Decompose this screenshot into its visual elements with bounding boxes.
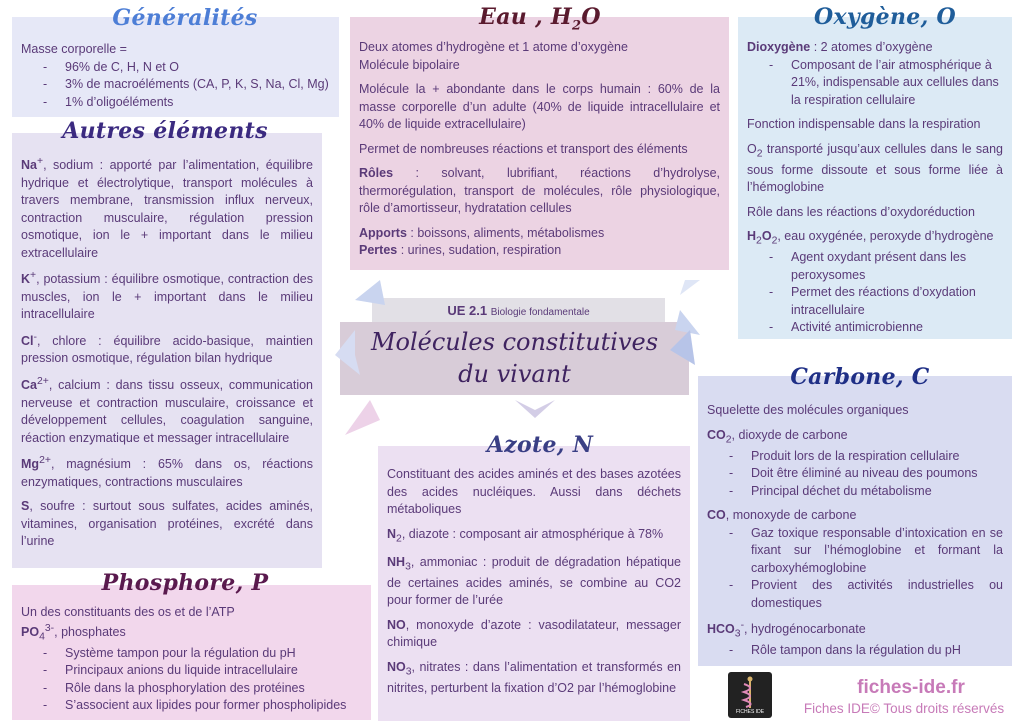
list-item: - S’associent aux lipides pour former phospholipides (21, 697, 362, 715)
no3-entry (387, 659, 681, 698)
list-item: - Produit lors de la respiration cellulaire (707, 448, 1003, 466)
arrow-up-left-icon (355, 280, 385, 305)
element-symbol: CO (707, 508, 726, 523)
phosphore-panel (12, 585, 371, 720)
label: Pertes (359, 243, 398, 257)
eau-apports (359, 225, 720, 243)
soufre-entry (21, 498, 313, 551)
h2o2-list (747, 249, 1003, 337)
element-charge: + (30, 270, 37, 282)
generalites-title: Généralités (112, 5, 258, 31)
element-text: , monoxyde de carbone (725, 508, 857, 523)
list-item: - Gaz toxique responsable d’intoxication en se fixant sur l’hémoglobine et formant la carboxyhémoglobine (707, 525, 1003, 578)
list-item: - Doit être éliminé au niveau des poumons (707, 465, 1003, 483)
element-symbol: H (747, 229, 757, 244)
generalites-list (21, 59, 330, 112)
magnesium-entry (21, 454, 313, 491)
oxygene-panel (738, 17, 1012, 339)
co-entry (707, 507, 1003, 525)
list-item: - Système tampon pour la régulation du pH (21, 645, 362, 663)
azote-panel (378, 446, 690, 721)
element-text: , monoxyde d’azote : vasodilatateur, messager chimique (387, 617, 681, 650)
list-item: - Principal déchet du métabolisme (707, 483, 1003, 501)
sodium-entry (21, 155, 313, 262)
arrow-up-right-icon (680, 280, 700, 295)
element-index: 2 (771, 235, 778, 247)
element-index: 4 (39, 631, 45, 643)
list-item: - Permet des réactions d’oxydation intracellulaire (747, 284, 1003, 319)
eau-pertes (359, 242, 720, 260)
element-text: , diazote : composant air atmosphérique à 78% (401, 526, 664, 541)
course-subject: Biologie fondamentale (490, 307, 590, 318)
h2o2-entry (747, 228, 1003, 249)
element-symbol: S (21, 499, 30, 514)
element-text: , phosphates (54, 624, 126, 639)
element-index: 2 (396, 533, 402, 544)
eau-roles (359, 165, 720, 218)
label: Rôles (359, 166, 394, 180)
eau-p3: Permet de nombreuses réactions et transport des éléments (359, 141, 688, 156)
element-symbol: O (747, 141, 757, 156)
element-text: , chlore : équilibre acido-basique, maintien pression osmotique, régulation bilan hydrique (21, 333, 313, 366)
text: : urines, sudation, respiration (397, 243, 562, 257)
azote-intro: Constituant des acides aminés et des bases azotées des acides nucléiques. Aussi dans déchets métaboliques (387, 467, 681, 516)
logo-caption: FICHES IDE (735, 709, 765, 715)
eau-title: Eau , $H_2O$ (479, 4, 601, 34)
brand-logo[interactable] (728, 672, 772, 718)
element-charge: 3- (44, 622, 55, 634)
phosphore-title: Phosphore, P (101, 570, 269, 596)
element-symbol: O (761, 229, 772, 244)
co2-entry (707, 427, 1003, 448)
element-text: transporté jusqu’aux cellules dans le sang sous forme dissoute et sous forme liée à l’hémoglobine (747, 141, 1003, 195)
azote-title: Azote, N (486, 432, 594, 458)
element-symbol: Na (21, 158, 37, 173)
eau-p2: Molécule la + abondante dans le corps humain : 60% de la masse corporelle d’un adulte (40% de liquide intracellulaire et 40% de liquide extracellulaire) (359, 82, 720, 131)
list-item: - Provient des activités industrielles ou domestiques (707, 577, 1003, 612)
element-symbol: NO (387, 617, 406, 632)
co-list (707, 525, 1003, 613)
list-item: - Activité antimicrobienne (747, 319, 1003, 337)
element-text: , potassium : équilibre osmotique, contraction des muscles, ion le + important dans le milieu intracellulaire (21, 272, 313, 322)
carbone-title: Carbone, C (790, 364, 930, 390)
list-item: - Rôle dans la phosphorylation des protéines (21, 680, 362, 698)
element-index: 3 (405, 561, 411, 573)
element-text: , soufre : surtout sous sulfates, acides aminés, vitamines, organisation protéines, excrété dans l’urine (21, 499, 313, 549)
no-entry (387, 617, 681, 652)
element-symbol: K (21, 272, 31, 287)
element-index: 2 (756, 148, 763, 159)
oxygene-role: Rôle dans les réactions d’oxydoréduction (747, 204, 975, 219)
text: : solvant, lubrifiant, réactions d’hydrolyse, thermorégulation, transport de molécules, rôle physiologique, rôle d’amortisseur, hydratation cellules (359, 166, 720, 215)
phosphore-intro: Un des constituants des os et de l’ATP (21, 605, 235, 619)
hco3-list (707, 642, 1003, 660)
element-symbol: NO (387, 659, 406, 674)
element-text: , eau oxygénée, peroxyde d’hydrogène (777, 229, 994, 244)
nh3-entry (387, 554, 681, 610)
text: : boissons, aliments, métabolismes (406, 225, 605, 240)
generalites-intro: Masse corporelle = (21, 42, 127, 56)
element-charge: + (36, 156, 44, 167)
element-charge: - (740, 620, 745, 632)
arrow-down-left-icon (345, 400, 380, 435)
list-item: - 3% de macroéléments (CA, P, K, S, Na, Cl, Mg) (21, 76, 330, 94)
eau-p1a: Deux atomes d’hydrogène et 1 atome d’oxygène (359, 40, 628, 54)
arrow-left-icon (335, 330, 360, 375)
carbone-intro: Squelette des molécules organiques (707, 403, 909, 417)
eau-p1b: Molécule bipolaire (359, 57, 460, 72)
dioxygene-list (747, 57, 1003, 110)
autres-elements-title: Autres éléments (62, 118, 268, 144)
element-text: , ammoniac : produit de dégradation hépatique de certaines acides aminés, se combine au CO2 pour former de l’urée (387, 554, 681, 608)
phosphate-entry (21, 622, 362, 645)
co2-list (707, 448, 1003, 501)
chlore-entry (21, 331, 313, 368)
course-code: UE 2.1 (447, 303, 488, 318)
oxygene-fonction: Fonction indispensable dans la respiration (747, 117, 981, 131)
phosphore-list (21, 645, 362, 715)
autres-elements-panel (12, 133, 322, 568)
element-text: , hydrogénocarbonate (744, 622, 866, 637)
element-text: , calcium : dans tissu osseux, communication nerveuse et contraction musculaire, croissance et développement cellules, coagulation sanguine, réaction enzymatique et messager intracellulaire (21, 378, 313, 445)
text: : 2 atomes d’oxygène (810, 40, 933, 54)
label: Apports (359, 225, 407, 240)
page-title: Molécules constitutives du vivant (370, 328, 659, 388)
element-text: , magnésium : 65% dans os, réactions enzymatiques, contractions musculaires (21, 457, 313, 489)
copyright: Fiches IDE© Tous droits réservés (803, 701, 1005, 716)
element-charge: - (33, 331, 37, 343)
cycle-arrows (325, 270, 705, 445)
element-index: 3 (405, 666, 412, 678)
element-charge: 2+ (36, 375, 49, 387)
element-symbol: HCO (707, 622, 735, 637)
oxygene-title: Oxygène, O (814, 4, 956, 30)
element-symbol: CO (707, 427, 726, 442)
hco3-entry (707, 619, 1003, 642)
site-link[interactable]: fiches-ide.fr (857, 677, 965, 698)
arrow-right-icon (675, 310, 700, 335)
element-symbol: Ca (21, 378, 37, 393)
element-symbol: NH (387, 554, 406, 569)
element-text: , dioxyde de carbone (731, 427, 848, 442)
calcium-entry (21, 375, 313, 447)
list-item: - 1% d’oligoéléments (21, 94, 330, 112)
arrow-down-icon (515, 400, 555, 418)
potassium-entry (21, 269, 313, 324)
dioxygene-entry (747, 39, 1003, 57)
element-index: 2 (756, 235, 762, 247)
element-symbol: N (387, 526, 397, 541)
element-symbol: Mg (21, 457, 40, 472)
list-item: - Principaux anions du liquide intracellulaire (21, 662, 362, 680)
arrow-down-right-icon (670, 330, 695, 365)
carbone-panel (698, 376, 1012, 666)
element-text: , nitrates : dans l’alimentation et transformés en nitrites, perturbent la fixation d’O2 par l’hémoglobine (387, 659, 681, 695)
element-symbol: Cl (21, 333, 34, 348)
o2-entry (747, 141, 1003, 197)
element-charge: 2+ (39, 455, 51, 467)
element-index: 2 (725, 434, 732, 445)
element-index: 3 (734, 628, 741, 640)
n2-entry (387, 526, 681, 547)
eau-panel (350, 17, 729, 270)
list-item: - Composant de l’air atmosphérique à 21%, indispensable aux cellules dans la respiration cellulaire (747, 57, 1003, 110)
element-symbol: PO (21, 624, 40, 639)
element-text: , sodium : apporté par l’alimentation, équilibre hydrique et électrolytique, transport molécules à travers membrane, transmission influx nerveux, contraction musculaire, régulation pression osmotique, ion le + important dans le milieu extracellulaire (21, 158, 313, 260)
label: Dioxygène (747, 40, 811, 54)
list-item: - Rôle tampon dans la régulation du pH (707, 642, 1003, 660)
list-item: - 96% de C, H, N et O (21, 59, 330, 77)
list-item: - Agent oxydant présent dans les peroxysomes (747, 249, 1003, 284)
